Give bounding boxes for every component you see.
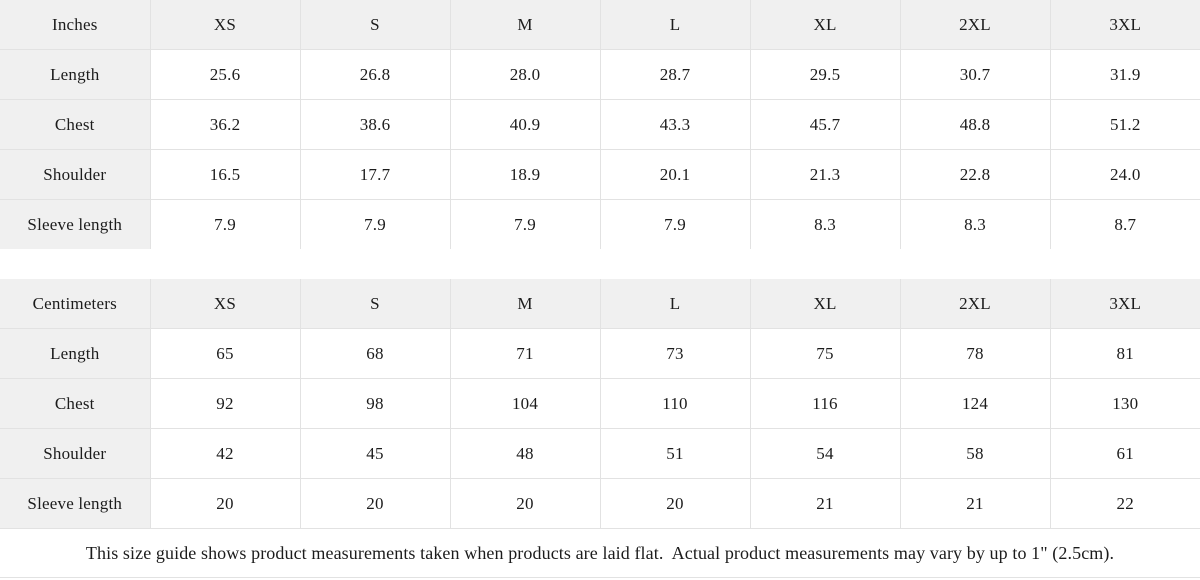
- value-cell: 71: [450, 329, 600, 379]
- value-cell: 22: [1050, 479, 1200, 529]
- value-cell: 45: [300, 429, 450, 479]
- value-cell: 31.9: [1050, 50, 1200, 100]
- value-cell: 16.5: [150, 150, 300, 200]
- value-cell: 30.7: [900, 50, 1050, 100]
- value-cell: 43.3: [600, 100, 750, 150]
- value-cell: 98: [300, 379, 450, 429]
- value-cell: 21: [900, 479, 1050, 529]
- table-row: [0, 50, 1200, 100]
- value-cell: 81: [1050, 329, 1200, 379]
- size-header-cell: M: [450, 0, 600, 50]
- value-cell: 92: [150, 379, 300, 429]
- value-cell: 48.8: [900, 100, 1050, 150]
- size-header-cell: XS: [150, 279, 300, 329]
- value-cell: 28.7: [600, 50, 750, 100]
- table-row: [0, 100, 1200, 150]
- unit-label-cell: Centimeters: [0, 279, 150, 329]
- value-cell: 28.0: [450, 50, 600, 100]
- table-row: [0, 200, 1200, 250]
- size-header-cell: 3XL: [1050, 279, 1200, 329]
- value-cell: 18.9: [450, 150, 600, 200]
- value-cell: 29.5: [750, 50, 900, 100]
- table-row: [0, 429, 1200, 479]
- size-header-row: [0, 0, 1200, 50]
- value-cell: 58: [900, 429, 1050, 479]
- unit-label-cell: Inches: [0, 0, 150, 50]
- table-row: [0, 329, 1200, 379]
- value-cell: 65: [150, 329, 300, 379]
- value-cell: 20: [600, 479, 750, 529]
- row-label-cell: Length: [0, 329, 150, 379]
- size-header-cell: XS: [150, 0, 300, 50]
- value-cell: 51: [600, 429, 750, 479]
- value-cell: 7.9: [150, 200, 300, 250]
- table-row: [0, 150, 1200, 200]
- table-gap: [0, 249, 1200, 279]
- value-cell: 51.2: [1050, 100, 1200, 150]
- size-header-cell: M: [450, 279, 600, 329]
- value-cell: 17.7: [300, 150, 450, 200]
- value-cell: 22.8: [900, 150, 1050, 200]
- value-cell: 7.9: [600, 200, 750, 250]
- value-cell: 8.3: [750, 200, 900, 250]
- table-row: [0, 379, 1200, 429]
- value-cell: 75: [750, 329, 900, 379]
- value-cell: 61: [1050, 429, 1200, 479]
- size-header-cell: 2XL: [900, 0, 1050, 50]
- size-header-cell: L: [600, 0, 750, 50]
- row-label-cell: Length: [0, 50, 150, 100]
- value-cell: 20: [450, 479, 600, 529]
- value-cell: 26.8: [300, 50, 450, 100]
- size-header-row: [0, 279, 1200, 329]
- value-cell: 20: [150, 479, 300, 529]
- value-cell: 7.9: [450, 200, 600, 250]
- value-cell: 73: [600, 329, 750, 379]
- value-cell: 40.9: [450, 100, 600, 150]
- row-label-cell: Chest: [0, 379, 150, 429]
- size-header-cell: 2XL: [900, 279, 1050, 329]
- value-cell: 68: [300, 329, 450, 379]
- value-cell: 130: [1050, 379, 1200, 429]
- value-cell: 21.3: [750, 150, 900, 200]
- value-cell: 42: [150, 429, 300, 479]
- value-cell: 110: [600, 379, 750, 429]
- value-cell: 48: [450, 429, 600, 479]
- size-table-centimeters: [0, 279, 1200, 528]
- value-cell: 20.1: [600, 150, 750, 200]
- size-header-cell: XL: [750, 279, 900, 329]
- value-cell: 20: [300, 479, 450, 529]
- size-header-cell: 3XL: [1050, 0, 1200, 50]
- value-cell: 78: [900, 329, 1050, 379]
- value-cell: 7.9: [300, 200, 450, 250]
- value-cell: 36.2: [150, 100, 300, 150]
- value-cell: 38.6: [300, 100, 450, 150]
- size-header-cell: S: [300, 0, 450, 50]
- value-cell: 8.7: [1050, 200, 1200, 250]
- value-cell: 116: [750, 379, 900, 429]
- row-label-cell: Chest: [0, 100, 150, 150]
- size-header-cell: XL: [750, 0, 900, 50]
- value-cell: 25.6: [150, 50, 300, 100]
- size-guide-disclaimer: This size guide shows product measurements taken when products are laid flat. Actual product measurements may vary by up to 1" (2.5cm).: [0, 528, 1200, 578]
- table-row: [0, 479, 1200, 529]
- size-table-inches: [0, 0, 1200, 249]
- value-cell: 21: [750, 479, 900, 529]
- value-cell: 124: [900, 379, 1050, 429]
- row-label-cell: Shoulder: [0, 429, 150, 479]
- value-cell: 54: [750, 429, 900, 479]
- row-label-cell: Sleeve length: [0, 200, 150, 250]
- row-label-cell: Shoulder: [0, 150, 150, 200]
- value-cell: 104: [450, 379, 600, 429]
- size-header-cell: S: [300, 279, 450, 329]
- size-header-cell: L: [600, 279, 750, 329]
- value-cell: 45.7: [750, 100, 900, 150]
- value-cell: 8.3: [900, 200, 1050, 250]
- value-cell: 24.0: [1050, 150, 1200, 200]
- row-label-cell: Sleeve length: [0, 479, 150, 529]
